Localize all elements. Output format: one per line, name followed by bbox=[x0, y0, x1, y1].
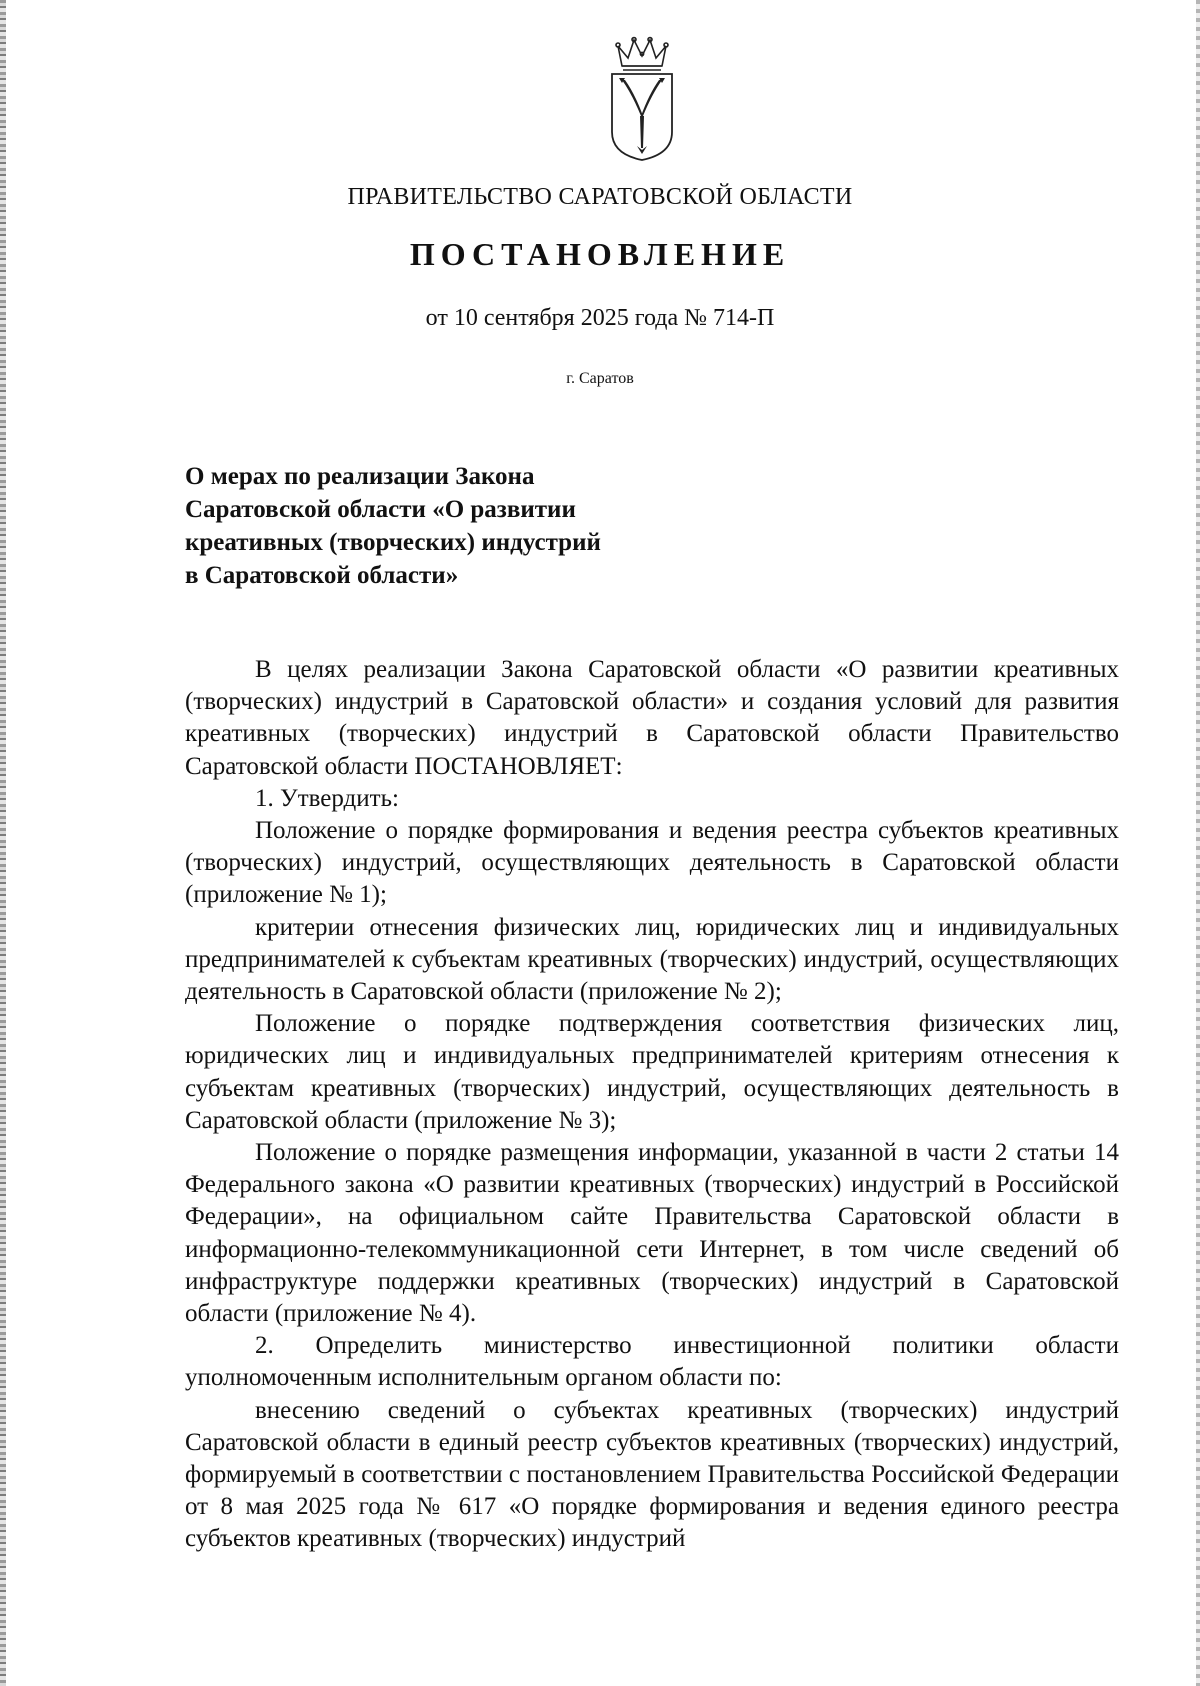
title-line: Саратовской области «О развитии bbox=[185, 496, 576, 523]
body-paragraph: Положение о порядке формирования и ведения реестра субъектов креативных (творческих) индустрий, осуществляющих деятельность в Саратовской области (приложение № 1); bbox=[185, 817, 1119, 909]
document-body bbox=[185, 654, 1119, 1556]
document-type: ПОСТАНОВЛЕНИЕ bbox=[409, 236, 791, 272]
body-paragraph: Положение о порядке подтверждения соответствия физических лиц, юридических лиц и индивидуальных предпринимателей критериям отнесения к субъектам креативных (творческих) индустрий, осуществляющих деятельность в Саратовской области (приложение № 3); bbox=[185, 1010, 1119, 1134]
body-paragraph: В целях реализации Закона Саратовской области «О развитии креативных (творческих) индустрий в Саратовской области» и создания условий для развития креативных (творческих) индустрий в Саратовской области Правительство Саратовской области ПОСТАНОВЛЯЕТ: bbox=[185, 656, 1119, 780]
title-line: О мерах по реализации Закона bbox=[185, 463, 535, 490]
coat-of-arms-emblem bbox=[608, 36, 676, 164]
document-date-number: от 10 сентября 2025 года № 714-П bbox=[425, 305, 775, 331]
body-paragraph: внесению сведений о субъектах креативных (творческих) индустрий Саратовской области в единый реестр субъектов креативных (творческих) индустрий, формируемый в соответствии с постановлением Правительства Российской Федерации от 8 мая 2025 года № 617 «О порядке формирования и ведения единого реестра субъектов креативных (творческих) индустрий bbox=[185, 1396, 1119, 1553]
body-paragraph: критерии отнесения физических лиц, юридических лиц и индивидуальных предпринимателей к субъектам креативных (творческих) индустрий, осуществляющих деятельность в Саратовской области (приложение № 2); bbox=[185, 913, 1119, 1006]
title-line: в Саратовской области» bbox=[185, 562, 459, 589]
body-paragraph: 1. Утвердить: bbox=[255, 784, 399, 812]
title-line: креативных (творческих) индустрий bbox=[185, 529, 601, 556]
body-paragraph: 2. Определить министерство инвестиционной политики области уполномоченным исполнительным органом области по: bbox=[185, 1332, 1119, 1392]
government-name: ПРАВИТЕЛЬСТВО САРАТОВСКОЙ ОБЛАСТИ bbox=[347, 184, 853, 210]
document-title bbox=[185, 460, 651, 592]
body-paragraph: Положение о порядке размещения информации, указанной в части 2 статьи 14 Федерального закона «О развитии креативных (творческих) индустрий в Российской Федерации», на официальном сайте Правительства Саратовской области в информационно-телекоммуникационной сети Интернет, в том числе сведений об инфраструктуре поддержки креативных (творческих) индустрий в Саратовской области (приложение № 4). bbox=[185, 1139, 1119, 1328]
document-city: г. Саратов bbox=[566, 370, 634, 387]
